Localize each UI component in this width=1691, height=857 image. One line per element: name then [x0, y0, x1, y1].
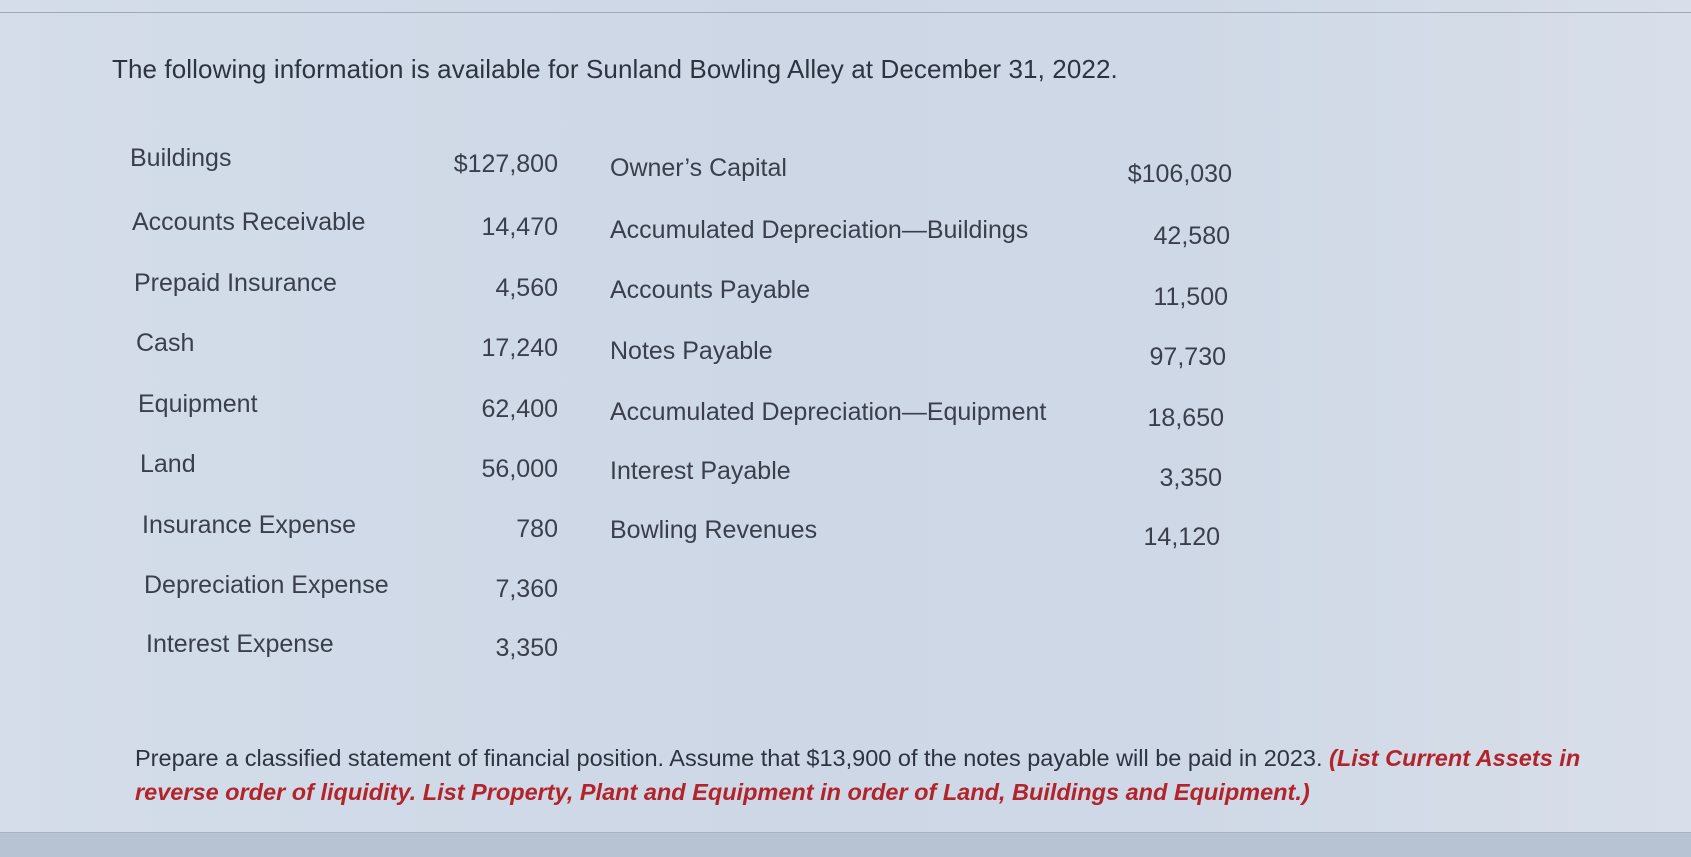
account-amount-notes-payable: 97,730	[1149, 343, 1226, 371]
account-name-cash: Cash	[136, 329, 195, 357]
account-name-notes-payable: Notes Payable	[610, 337, 773, 365]
account-name-equipment: Equipment	[138, 390, 258, 418]
account-amount-cash: 17,240	[481, 334, 558, 362]
account-name-bowling-revenues: Bowling Revenues	[610, 516, 818, 544]
account-amount-depreciation-expense: 7,360	[495, 575, 558, 603]
account-amount-owners-capital: $106,030	[1127, 160, 1232, 188]
account-name-interest-payable: Interest Payable	[610, 457, 791, 485]
account-name-land: Land	[140, 450, 196, 478]
account-amount-accounts-payable: 11,500	[1153, 283, 1228, 311]
account-amount-accumulated-depreciation-equipment: 18,650	[1147, 404, 1224, 432]
account-name-insurance-expense: Insurance Expense	[142, 511, 357, 539]
account-name-owners-capital: Owner’s Capital	[610, 154, 787, 182]
account-amount-prepaid-insurance: 4,560	[495, 274, 558, 302]
account-amount-buildings: $127,800	[453, 150, 558, 178]
account-amount-insurance-expense: 780	[516, 515, 558, 543]
top-divider	[0, 12, 1691, 13]
account-amount-bowling-revenues: 14,120	[1143, 523, 1220, 551]
account-amount-accounts-receivable: 14,470	[481, 213, 558, 241]
account-name-accumulated-depreciation-buildings: Accumulated Depreciation—Buildings	[610, 216, 1029, 244]
problem-intro-text: The following information is available for Sunland Bowling Alley at December 31, 2022.	[112, 54, 1118, 84]
account-amount-interest-payable: 3,350	[1159, 464, 1222, 492]
instructions-emphasis-text: (List Current Assets in reverse order of liquidity. List Property, Plant and Equipment in order of Land, Buildings and Equipment.)	[135, 745, 1581, 805]
account-name-interest-expense: Interest Expense	[146, 630, 334, 658]
account-name-prepaid-insurance: Prepaid Insurance	[134, 269, 337, 297]
bottom-strip	[0, 832, 1691, 857]
account-name-accumulated-depreciation-equipment: Accumulated Depreciation—Equipment	[610, 398, 1047, 426]
account-name-accounts-receivable: Accounts Receivable	[132, 208, 366, 236]
problem-instructions	[135, 741, 1615, 809]
account-name-depreciation-expense: Depreciation Expense	[144, 571, 389, 599]
account-amount-equipment: 62,400	[481, 395, 558, 423]
instructions-plain-text: Prepare a classified statement of financial position. Assume that $13,900 of the notes payable will be paid in 2023.	[135, 745, 1330, 771]
account-amount-accumulated-depreciation-buildings: 42,580	[1153, 222, 1230, 250]
account-name-buildings: Buildings	[130, 144, 232, 172]
account-name-accounts-payable: Accounts Payable	[610, 276, 811, 304]
account-amount-land: 56,000	[481, 455, 558, 483]
account-amount-interest-expense: 3,350	[495, 634, 558, 662]
